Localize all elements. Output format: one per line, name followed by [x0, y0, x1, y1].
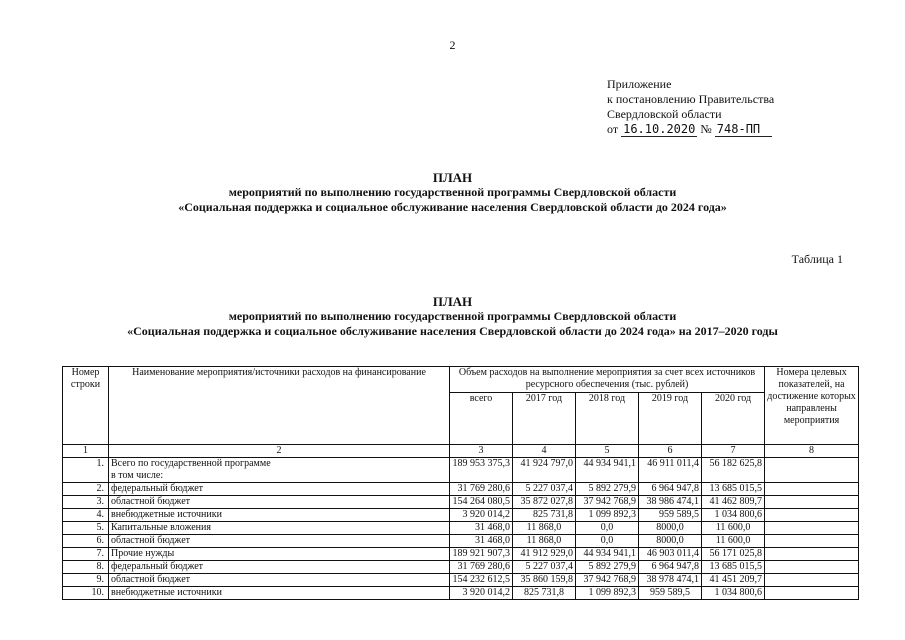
document-number: 748-ПП: [715, 122, 772, 137]
cell-targets: [765, 509, 859, 522]
appendix-date-line: [607, 122, 774, 137]
cell-total: 31 468,0: [450, 535, 513, 548]
cell-total: 3 920 014,2: [450, 509, 513, 522]
cell-2018: 44 934 941,1: [576, 458, 639, 483]
plan-table: [62, 366, 859, 600]
cell-2018: 37 942 768,9: [576, 496, 639, 509]
cell-targets: [765, 535, 859, 548]
row-name: Прочие нужды: [109, 548, 450, 561]
cell-2017: 35 872 027,8: [513, 496, 576, 509]
column-number: 8: [765, 445, 859, 458]
cell-2018: 0,0: [576, 522, 639, 535]
number-prefix: №: [700, 122, 712, 136]
cell-2018: 1 099 892,3: [576, 587, 639, 600]
column-number: 3: [450, 445, 513, 458]
cell-total: 31 468,0: [450, 522, 513, 535]
plan-subtitle-2a: мероприятий по выполнению государственной программы Свердловской области: [228, 309, 677, 323]
cell-2017: 5 227 037,4: [513, 561, 576, 574]
plan-title-2: ПЛАН: [432, 294, 473, 309]
header-row-number: Номер строки: [63, 367, 109, 445]
row-name: внебюджетные источники: [109, 509, 450, 522]
header-volume: Объем расходов на выполнение мероприятия за счет всех источников ресурсного обеспечения (тыс. рублей): [450, 367, 765, 393]
cell-total: 31 769 280,6: [450, 561, 513, 574]
header-2019: 2019 год: [639, 393, 702, 445]
plan-header-2: [0, 294, 905, 339]
row-number: 4.: [63, 509, 109, 522]
table-row: [63, 509, 859, 522]
cell-total: 31 769 280,6: [450, 483, 513, 496]
page-number: 2: [449, 38, 456, 52]
document-date: 16.10.2020: [623, 122, 696, 136]
column-number: 1: [63, 445, 109, 458]
header-targets: Номера целевых показателей, на достижение которых направлены мероприятия: [765, 367, 859, 445]
plan-header-1: [0, 170, 905, 215]
cell-2019: 8000,0: [639, 535, 702, 548]
cell-total: 189 953 375,3: [450, 458, 513, 483]
row-number: 7.: [63, 548, 109, 561]
table-row: [63, 522, 859, 535]
cell-total: 154 232 612,5: [450, 574, 513, 587]
table-row: [63, 535, 859, 548]
row-name: областной бюджет: [109, 574, 450, 587]
row-number: 1.: [63, 458, 109, 483]
cell-2017: 825 731,8: [513, 509, 576, 522]
cell-2019: 46 903 011,4: [639, 548, 702, 561]
header-total: всего: [450, 393, 513, 445]
cell-2020: 56 182 625,8: [702, 458, 765, 483]
column-number: 4: [513, 445, 576, 458]
cell-2019: 959 589,5: [639, 509, 702, 522]
cell-2019: 8000,0: [639, 522, 702, 535]
table-row: [63, 496, 859, 509]
cell-2017: 41 924 797,0: [513, 458, 576, 483]
cell-targets: [765, 561, 859, 574]
row-number: 3.: [63, 496, 109, 509]
cell-2017: 11 868,0: [513, 522, 576, 535]
cell-2018: 37 942 768,9: [576, 574, 639, 587]
cell-targets: [765, 522, 859, 535]
cell-2017: 5 227 037,4: [513, 483, 576, 496]
cell-2017: 11 868,0: [513, 535, 576, 548]
appendix-line-3: Свердловской области: [607, 107, 722, 121]
cell-2020: 13 685 015,5: [702, 483, 765, 496]
appendix-line-1: Приложение: [607, 77, 672, 91]
cell-2019: 46 911 011,4: [639, 458, 702, 483]
plan-title-1: ПЛАН: [432, 170, 473, 185]
table-label: Таблица 1: [791, 252, 843, 266]
cell-targets: [765, 587, 859, 600]
table-row: [63, 587, 859, 600]
cell-2020: 41 462 809,7: [702, 496, 765, 509]
cell-2020: 1 034 800,6: [702, 587, 765, 600]
cell-targets: [765, 458, 859, 483]
row-name: федеральный бюджет: [109, 483, 450, 496]
table-row: [63, 458, 859, 483]
row-name-line-2: в том числе:: [111, 470, 164, 481]
column-number: 5: [576, 445, 639, 458]
row-number: 6.: [63, 535, 109, 548]
column-number: 6: [639, 445, 702, 458]
cell-total: 154 264 080,5: [450, 496, 513, 509]
row-name-line-1: Всего по государственной программе: [111, 458, 271, 469]
table-row: [63, 561, 859, 574]
cell-2020: 11 600,0: [702, 535, 765, 548]
header-name: Наименование мероприятия/источники расходов на финансирование: [109, 367, 450, 445]
date-prefix: от: [607, 122, 619, 136]
appendix-block: [607, 77, 774, 137]
cell-2019: 6 964 947,8: [639, 561, 702, 574]
cell-2020: 13 685 015,5: [702, 561, 765, 574]
cell-2019: 38 986 474,1: [639, 496, 702, 509]
row-name: [109, 458, 450, 483]
appendix-line-2: к постановлению Правительства: [607, 92, 775, 106]
row-name: внебюджетные источники: [109, 587, 450, 600]
cell-2018: 0,0: [576, 535, 639, 548]
cell-2020: 41 451 209,7: [702, 574, 765, 587]
row-number: 2.: [63, 483, 109, 496]
plan-subtitle-1b: «Социальная поддержка и социальное обслуживание населения Свердловской области до 2024 года»: [178, 200, 727, 214]
cell-targets: [765, 483, 859, 496]
header-2018: 2018 год: [576, 393, 639, 445]
cell-2018: 5 892 279,9: [576, 483, 639, 496]
table-row: [63, 483, 859, 496]
row-number: 8.: [63, 561, 109, 574]
cell-total: 189 921 907,3: [450, 548, 513, 561]
cell-2020: 56 171 025,8: [702, 548, 765, 561]
cell-targets: [765, 574, 859, 587]
cell-2018: 5 892 279,9: [576, 561, 639, 574]
column-number: 2: [109, 445, 450, 458]
header-2017: 2017 год: [513, 393, 576, 445]
cell-targets: [765, 548, 859, 561]
row-number: 9.: [63, 574, 109, 587]
cell-2017: 825 731,8: [513, 587, 576, 600]
cell-2019: 38 978 474,1: [639, 574, 702, 587]
plan-subtitle-1a: мероприятий по выполнению государственной программы Свердловской области: [228, 185, 677, 199]
row-number: 10.: [63, 587, 109, 600]
row-name: Капитальные вложения: [109, 522, 450, 535]
table-row: [63, 574, 859, 587]
cell-2020: 1 034 800,6: [702, 509, 765, 522]
cell-2019: 959 589,5: [639, 587, 702, 600]
cell-2020: 11 600,0: [702, 522, 765, 535]
cell-2017: 41 912 929,0: [513, 548, 576, 561]
cell-2017: 35 860 159,8: [513, 574, 576, 587]
row-name: областной бюджет: [109, 535, 450, 548]
table-row: [63, 548, 859, 561]
cell-total: 3 920 014,2: [450, 587, 513, 600]
header-2020: 2020 год: [702, 393, 765, 445]
cell-targets: [765, 496, 859, 509]
row-name: областной бюджет: [109, 496, 450, 509]
cell-2018: 44 934 941,1: [576, 548, 639, 561]
cell-2018: 1 099 892,3: [576, 509, 639, 522]
row-number: 5.: [63, 522, 109, 535]
cell-2019: 6 964 947,8: [639, 483, 702, 496]
column-number: 7: [702, 445, 765, 458]
row-name: федеральный бюджет: [109, 561, 450, 574]
plan-subtitle-2b: «Социальная поддержка и социальное обслуживание населения Свердловской области до 2024 года» на 2017–2020 годы: [127, 324, 778, 338]
